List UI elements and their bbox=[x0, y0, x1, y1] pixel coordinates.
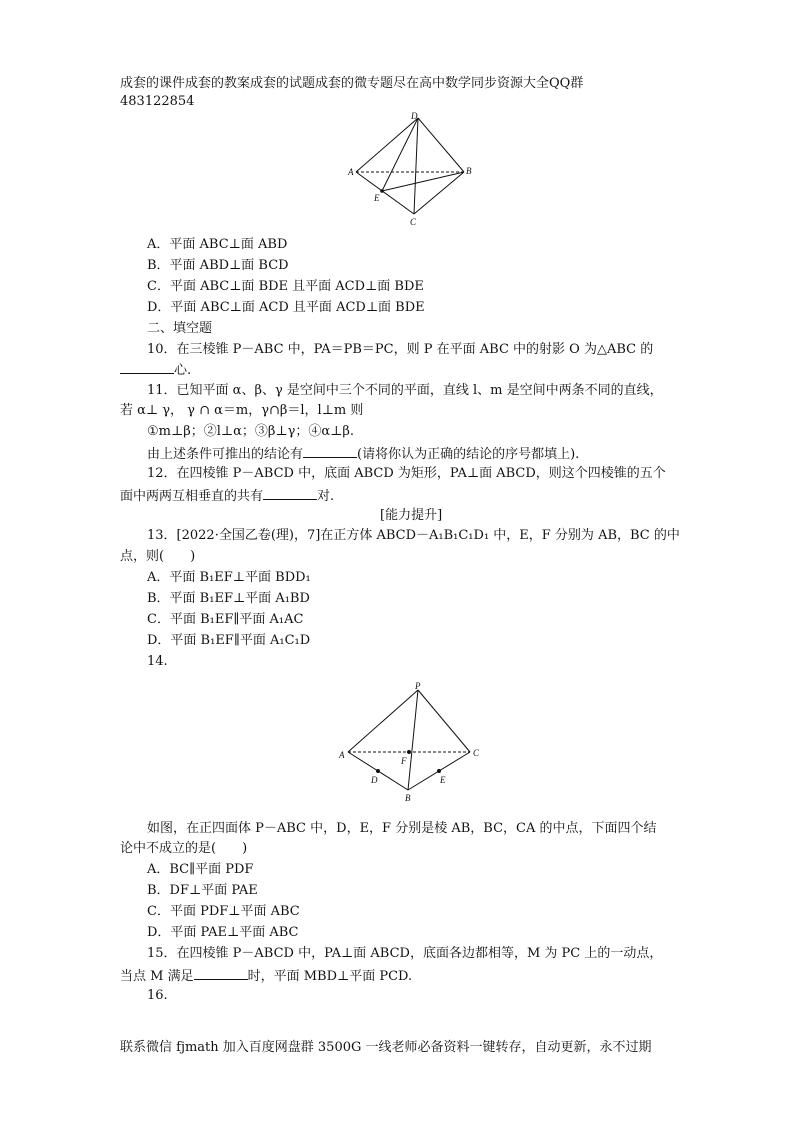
q13-line-2: 点，则( ) bbox=[120, 549, 196, 564]
label-E: E bbox=[440, 775, 446, 785]
label-F: F bbox=[401, 756, 407, 766]
q14-option-c: C．平面 PDF⊥平面 ABC bbox=[147, 904, 300, 919]
tetrahedron-figure-2 bbox=[336, 680, 486, 804]
q13-option-b: B．平面 B₁EF⊥平面 A₁BD bbox=[147, 591, 310, 606]
q12-line-1: 12．在四棱锥 P－ABCD 中，底面 ABCD 为矩形，PA⊥面 ABCD，则这个四棱锥的五个 bbox=[147, 466, 666, 481]
edge-DE bbox=[382, 118, 418, 191]
label-E: E bbox=[374, 193, 380, 203]
label-D: D bbox=[371, 775, 378, 785]
label-A: A bbox=[339, 750, 345, 760]
edge-EB bbox=[382, 172, 464, 191]
q11-line-1: 11．已知平面 α、β、γ 是空间中三个不同的平面，直线 l、m 是空间中两条不同的直线， bbox=[147, 383, 663, 398]
tetrahedron-figure-1 bbox=[340, 108, 480, 230]
q11-line-2: 若 α⊥ γ， γ ∩ α＝m，γ∩β＝l，l⊥m 则 bbox=[120, 403, 364, 418]
q9-option-d: D．平面 ABC⊥面 ACD 且平面 ACD⊥面 BDE bbox=[147, 300, 425, 315]
q13-option-c: C．平面 B₁EF∥平面 A₁AC bbox=[147, 612, 304, 627]
label-C: C bbox=[473, 748, 480, 758]
q16-number: 16. bbox=[147, 988, 168, 1003]
q12-line-2: 面中两两互相垂直的共有 对. bbox=[120, 489, 335, 504]
point-E bbox=[380, 189, 384, 193]
label-B: B bbox=[405, 793, 411, 803]
label-B: B bbox=[466, 166, 472, 176]
q13-option-d: D．平面 B₁EF∥平面 A₁C₁D bbox=[147, 633, 311, 648]
q14-option-d: D．平面 PAE⊥平面 ABC bbox=[147, 925, 299, 940]
q9-option-a: A．平面 ABC⊥面 ABD bbox=[147, 237, 288, 252]
label-P: P bbox=[415, 681, 421, 691]
header-line-2: 483122854 bbox=[120, 94, 195, 109]
q9-option-b: B．平面 ABD⊥面 BCD bbox=[147, 258, 289, 273]
q14-line-2: 论中不成立的是( ) bbox=[120, 841, 248, 856]
q11-line-4: 由上述条件可推出的结论有 (请将你认为正确的结论的序号都填上). bbox=[147, 447, 580, 462]
edge-PA bbox=[348, 690, 418, 752]
point-F bbox=[407, 750, 411, 754]
section-ability-title: [能力提升] bbox=[380, 508, 443, 523]
q12-answer-blank[interactable] bbox=[263, 487, 317, 500]
q14-option-b: B．DF⊥平面 PAE bbox=[147, 883, 258, 898]
edge-PC bbox=[418, 690, 470, 752]
edge-DB bbox=[418, 118, 464, 172]
q14-number: 14. bbox=[147, 654, 168, 669]
edge-AD bbox=[356, 118, 418, 172]
edge-AC bbox=[356, 172, 414, 214]
label-C: C bbox=[410, 217, 417, 227]
point-E bbox=[437, 769, 441, 773]
q15-line-2: 当点 M 满足 时，平面 MBD⊥平面 PCD. bbox=[120, 969, 413, 984]
q13-option-a: A．平面 B₁EF⊥平面 BDD₁ bbox=[147, 570, 311, 585]
q10-line-2: 心. bbox=[120, 361, 191, 379]
q14-line-1: 如图，在正四面体 P－ABC 中，D，E，F 分别是棱 AB，BC，CA 的中点，下面四个结 bbox=[147, 821, 657, 836]
q11-answer-blank[interactable] bbox=[303, 445, 357, 458]
label-D: D bbox=[411, 111, 418, 121]
q14-option-a: A．BC∥平面 PDF bbox=[147, 862, 254, 877]
section-fill-in-title: 二、填空题 bbox=[147, 321, 213, 336]
q15-answer-blank[interactable] bbox=[194, 967, 248, 980]
edge-PB bbox=[408, 690, 418, 790]
header-line-1: 成套的课件成套的教案成套的试题成套的微专题尽在高中数学同步资源大全QQ群 bbox=[120, 76, 584, 91]
q15-line-1: 15．在四棱锥 P－ABCD 中，PA⊥面 ABCD，底面各边都相等，M 为 PC 上的一动点， bbox=[147, 946, 663, 961]
q10-line-1: 10．在三棱锥 P－ABC 中，PA＝PB＝PC，则 P 在平面 ABC 中的射影 O 为△ABC 的 bbox=[147, 342, 654, 357]
point-D bbox=[376, 769, 380, 773]
footer-text: 联系微信 fjmath 加入百度网盘群 3500G 一线老师必备资料一键转存，自动更新，永不过期 bbox=[120, 1040, 652, 1055]
q13-line-1: 13．[2022·全国乙卷(理)，7]在正方体 ABCD－A₁B₁C₁D₁ 中，E，F 分别为 AB，BC 的中 bbox=[147, 528, 680, 543]
q10-answer-blank[interactable] bbox=[120, 361, 174, 374]
label-A: A bbox=[348, 167, 354, 177]
q9-option-c: C．平面 ABC⊥面 BDE 且平面 ACD⊥面 BDE bbox=[147, 279, 424, 294]
edge-DC bbox=[414, 118, 418, 214]
q11-line-3: ①m⊥β；②l⊥α；③β⊥γ；④α⊥β. bbox=[147, 424, 355, 439]
